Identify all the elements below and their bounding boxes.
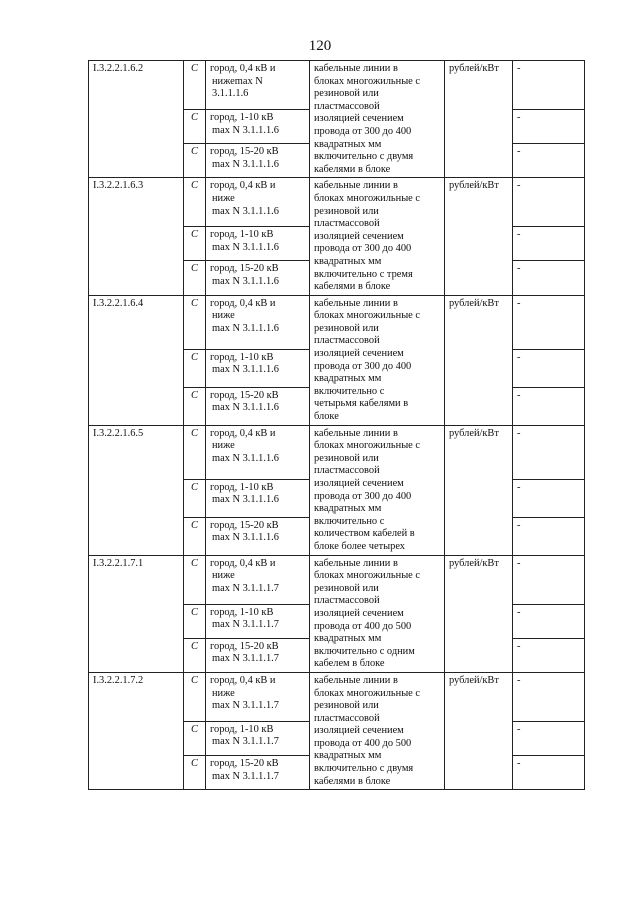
voltage-level-line: max N 3.1.1.1.6 bbox=[212, 158, 279, 170]
voltage-level-line: max N 3.1.1.1.6 bbox=[212, 402, 279, 414]
voltage-level-line: нижеmax N bbox=[212, 75, 263, 87]
voltage-level-cell bbox=[206, 349, 310, 387]
voltage-level-line: max N 3.1.1.1.6 bbox=[212, 241, 279, 253]
rate-value-cell: - bbox=[513, 387, 585, 425]
row-code: I.3.2.2.1.6.3 bbox=[89, 178, 184, 295]
description-line: пластмассовой bbox=[314, 335, 380, 347]
table-row bbox=[89, 425, 585, 479]
voltage-level-line: город, 0,4 кВ и bbox=[210, 427, 276, 439]
voltage-level-line: город, 1-10 кВ bbox=[210, 229, 274, 241]
description-line: изоляцией сечением bbox=[314, 478, 404, 489]
description-line: квадратных мм bbox=[314, 750, 382, 762]
table-row bbox=[89, 295, 585, 349]
description-line: кабельные линии в bbox=[314, 63, 398, 74]
unit-cell: рублей/кВт bbox=[445, 178, 513, 295]
voltage-level-line: max N 3.1.1.1.6 bbox=[212, 276, 279, 288]
unit-cell: рублей/кВт bbox=[445, 672, 513, 789]
description-line: блоках многожильные с bbox=[314, 687, 421, 699]
description-line: кабельные линии в bbox=[314, 557, 398, 569]
unit-cell: рублей/кВт bbox=[445, 425, 513, 555]
description-line: резиновой или bbox=[314, 205, 379, 217]
category-cell: C bbox=[184, 479, 206, 517]
voltage-level-line: город, 15-20 кВ bbox=[210, 519, 279, 531]
voltage-level-cell bbox=[206, 672, 310, 721]
voltage-level-line: max N 3.1.1.1.6 bbox=[212, 124, 279, 136]
category-cell: C bbox=[184, 295, 206, 349]
description-line: изоляцией сечением bbox=[314, 113, 404, 125]
voltage-level-line: ниже bbox=[212, 570, 235, 582]
rate-value-cell: - bbox=[513, 349, 585, 387]
voltage-level-line: город, 15-20 кВ bbox=[210, 263, 279, 275]
voltage-level-line: город, 1-10 кВ bbox=[210, 723, 274, 735]
rate-value-cell: - bbox=[513, 295, 585, 349]
description-line: кабелями в блоке bbox=[314, 163, 391, 175]
voltage-level-line: город, 1-10 кВ bbox=[210, 606, 274, 618]
voltage-level-cell bbox=[206, 144, 310, 178]
rate-value-cell: - bbox=[513, 517, 585, 555]
category-cell: C bbox=[184, 425, 206, 479]
voltage-level-cell bbox=[206, 425, 310, 479]
voltage-level-line: max N 3.1.1.1.6 bbox=[212, 452, 279, 464]
voltage-level-line: max N 3.1.1.1.6 bbox=[212, 205, 279, 217]
rate-value-cell: - bbox=[513, 479, 585, 517]
voltage-level-line: город, 15-20 кВ bbox=[210, 758, 279, 770]
category-cell: C bbox=[184, 61, 206, 110]
voltage-level-line: город, 15-20 кВ bbox=[210, 146, 279, 158]
description-line: включительно с двумя bbox=[314, 151, 414, 163]
tariff-table-body bbox=[89, 61, 585, 790]
rate-value-cell: - bbox=[513, 756, 585, 790]
description-line: блоке более четырех bbox=[314, 540, 405, 552]
voltage-level-line: max N 3.1.1.1.7 bbox=[212, 700, 279, 712]
description-line: квадратных мм bbox=[314, 503, 382, 515]
cable-description-cell bbox=[310, 295, 445, 425]
voltage-level-line: max N 3.1.1.1.7 bbox=[212, 582, 279, 594]
unit-cell: рублей/кВт bbox=[445, 295, 513, 425]
voltage-level-cell bbox=[206, 178, 310, 227]
category-cell: C bbox=[184, 261, 206, 295]
description-line: кабелем в блоке bbox=[314, 658, 385, 670]
voltage-level-cell bbox=[206, 479, 310, 517]
description-line: кабельные линии в bbox=[314, 427, 398, 439]
category-cell: C bbox=[184, 387, 206, 425]
description-line: резиновой или bbox=[314, 582, 379, 594]
category-cell: C bbox=[184, 555, 206, 604]
description-line: включительно с одним bbox=[314, 645, 415, 657]
voltage-level-line: max N 3.1.1.1.6 bbox=[212, 364, 279, 376]
category-cell: C bbox=[184, 638, 206, 672]
description-line: провода от 400 до 500 bbox=[314, 620, 412, 632]
category-cell: C bbox=[184, 756, 206, 790]
voltage-level-cell bbox=[206, 756, 310, 790]
description-line: пластмассовой bbox=[314, 465, 380, 477]
description-line: изоляцией сечением bbox=[314, 348, 404, 360]
row-code: I.3.2.2.1.7.2 bbox=[89, 672, 184, 789]
description-line: пластмассовой bbox=[314, 218, 380, 230]
rate-value-cell: - bbox=[513, 227, 585, 261]
table-row bbox=[89, 178, 585, 227]
description-line: изоляцией сечением bbox=[314, 725, 404, 737]
rate-value-cell: - bbox=[513, 672, 585, 721]
description-line: блоках многожильные с bbox=[314, 75, 421, 87]
voltage-level-cell bbox=[206, 295, 310, 349]
category-cell: C bbox=[184, 227, 206, 261]
cable-description-cell bbox=[310, 425, 445, 555]
voltage-level-line: город, 1-10 кВ bbox=[210, 481, 274, 493]
voltage-level-line: город, 1-10 кВ bbox=[210, 111, 274, 123]
voltage-level-line: ниже bbox=[212, 440, 235, 452]
rate-value-cell: - bbox=[513, 638, 585, 672]
category-cell: C bbox=[184, 144, 206, 178]
category-cell: C bbox=[184, 721, 206, 755]
voltage-level-cell bbox=[206, 517, 310, 555]
voltage-level-line: ниже bbox=[212, 192, 235, 204]
description-line: резиновой или bbox=[314, 88, 379, 100]
description-line: пластмассовой bbox=[314, 595, 380, 607]
voltage-level-line: город, 0,4 кВ и bbox=[210, 674, 276, 686]
voltage-level-line: город, 0,4 кВ и bbox=[210, 63, 276, 74]
description-line: резиновой или bbox=[314, 322, 379, 334]
voltage-level-line: max N 3.1.1.1.7 bbox=[212, 619, 279, 631]
description-line: блоках многожильные с bbox=[314, 440, 421, 452]
voltage-level-cell bbox=[206, 61, 310, 110]
description-line: изоляцией сечением bbox=[314, 230, 404, 242]
description-line: пластмассовой bbox=[314, 100, 380, 112]
table-row bbox=[89, 672, 585, 721]
description-line: квадратных мм bbox=[314, 138, 382, 150]
description-line: блоках многожильные с bbox=[314, 192, 421, 204]
category-cell: C bbox=[184, 517, 206, 555]
voltage-level-line: max N 3.1.1.1.6 bbox=[212, 494, 279, 506]
rate-value-cell: - bbox=[513, 425, 585, 479]
unit-cell: рублей/кВт bbox=[445, 555, 513, 672]
category-cell: C bbox=[184, 672, 206, 721]
description-line: провода от 300 до 400 bbox=[314, 490, 412, 502]
rate-value-cell: - bbox=[513, 109, 585, 143]
description-line: квадратных мм bbox=[314, 373, 382, 385]
voltage-level-line: город, 15-20 кВ bbox=[210, 640, 279, 652]
row-code: I.3.2.2.1.6.2 bbox=[89, 61, 184, 178]
description-line: квадратных мм bbox=[314, 255, 382, 267]
rate-value-cell: - bbox=[513, 604, 585, 638]
voltage-level-line: город, 1-10 кВ bbox=[210, 351, 274, 363]
description-line: кабельные линии в bbox=[314, 674, 398, 686]
category-cell: C bbox=[184, 109, 206, 143]
description-line: кабелями в блоке bbox=[314, 775, 391, 787]
category-cell: C bbox=[184, 349, 206, 387]
voltage-level-cell bbox=[206, 604, 310, 638]
voltage-level-line: ниже bbox=[212, 310, 235, 322]
voltage-level-line: город, 0,4 кВ и bbox=[210, 297, 276, 309]
voltage-level-cell bbox=[206, 227, 310, 261]
voltage-level-line: max N 3.1.1.1.6 bbox=[212, 532, 279, 544]
rate-value-cell: - bbox=[513, 61, 585, 110]
description-line: кабельные линии в bbox=[314, 180, 398, 192]
description-line: блоке bbox=[314, 411, 339, 423]
row-code: I.3.2.2.1.7.1 bbox=[89, 555, 184, 672]
rate-value-cell: - bbox=[513, 555, 585, 604]
description-line: включительно с bbox=[314, 385, 385, 397]
rate-value-cell: - bbox=[513, 261, 585, 295]
rate-value-cell: - bbox=[513, 721, 585, 755]
description-line: изоляцией сечением bbox=[314, 607, 404, 619]
voltage-level-line: max N 3.1.1.1.7 bbox=[212, 736, 279, 748]
description-line: кабельные линии в bbox=[314, 297, 398, 309]
voltage-level-line: max N 3.1.1.1.7 bbox=[212, 770, 279, 782]
page-number: 120 bbox=[308, 38, 332, 54]
unit-cell: рублей/кВт bbox=[445, 61, 513, 178]
description-line: квадратных мм bbox=[314, 633, 382, 645]
voltage-level-line: max N 3.1.1.1.6 bbox=[212, 322, 279, 334]
voltage-level-cell bbox=[206, 721, 310, 755]
cable-description-cell bbox=[310, 672, 445, 789]
voltage-level-cell bbox=[206, 109, 310, 143]
voltage-level-line: город, 15-20 кВ bbox=[210, 389, 279, 401]
description-line: провода от 300 до 400 bbox=[314, 243, 412, 255]
category-cell: C bbox=[184, 604, 206, 638]
row-code: I.3.2.2.1.6.4 bbox=[89, 295, 184, 425]
description-line: включительно с bbox=[314, 515, 385, 527]
voltage-level-line: город, 0,4 кВ и bbox=[210, 557, 276, 569]
voltage-level-line: max N 3.1.1.1.7 bbox=[212, 653, 279, 665]
voltage-level-line: ниже bbox=[212, 687, 235, 699]
voltage-level-cell bbox=[206, 387, 310, 425]
description-line: пластмассовой bbox=[314, 712, 380, 724]
table-row bbox=[89, 61, 585, 110]
cable-description-cell bbox=[310, 555, 445, 672]
description-line: включительно с тремя bbox=[314, 268, 413, 280]
description-line: кабелями в блоке bbox=[314, 281, 391, 293]
description-line: блоках многожильные с bbox=[314, 570, 421, 582]
rate-value-cell: - bbox=[513, 178, 585, 227]
description-line: блоках многожильные с bbox=[314, 310, 421, 322]
row-code: I.3.2.2.1.6.5 bbox=[89, 425, 184, 555]
cable-description-cell bbox=[310, 178, 445, 295]
cable-description-cell bbox=[310, 61, 445, 178]
voltage-level-line: 3.1.1.1.6 bbox=[212, 88, 249, 100]
voltage-level-cell bbox=[206, 555, 310, 604]
tariff-table bbox=[88, 60, 585, 790]
voltage-level-line: город, 0,4 кВ и bbox=[210, 180, 276, 192]
rate-value-cell: - bbox=[513, 144, 585, 178]
description-line: провода от 300 до 400 bbox=[314, 360, 412, 372]
description-line: провода от 400 до 500 bbox=[314, 737, 412, 749]
table-row bbox=[89, 555, 585, 604]
description-line: четырьмя кабелями в bbox=[314, 398, 409, 410]
description-line: включительно с двумя bbox=[314, 763, 414, 775]
category-cell: C bbox=[184, 178, 206, 227]
description-line: провода от 300 до 400 bbox=[314, 125, 412, 137]
description-line: резиновой или bbox=[314, 700, 379, 712]
description-line: резиновой или bbox=[314, 452, 379, 464]
voltage-level-cell bbox=[206, 261, 310, 295]
voltage-level-cell bbox=[206, 638, 310, 672]
description-line: количеством кабелей в bbox=[314, 528, 415, 540]
